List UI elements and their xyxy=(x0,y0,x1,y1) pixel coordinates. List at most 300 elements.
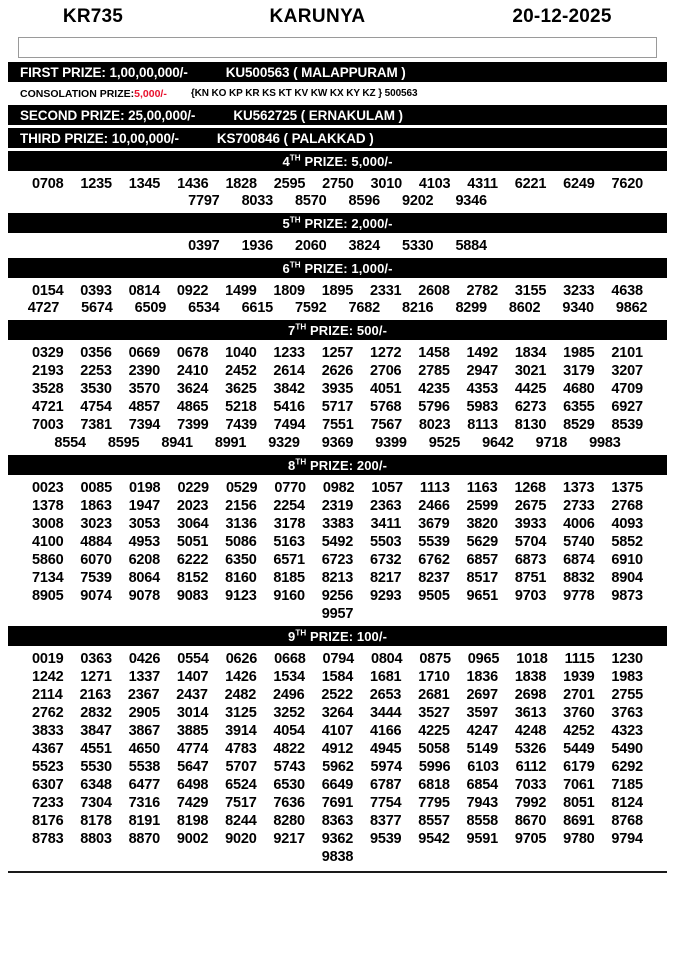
lottery-number: 4103 xyxy=(418,176,451,192)
lottery-number: 1337 xyxy=(128,669,161,685)
lottery-number: 1836 xyxy=(466,669,498,685)
lottery-number: 0393 xyxy=(80,283,112,299)
prize-header-9 xyxy=(8,626,667,646)
lottery-number: 9020 xyxy=(225,831,257,847)
ordinal-suffix: TH xyxy=(295,628,307,638)
lottery-number: 8602 xyxy=(508,300,541,316)
lottery-number: 9160 xyxy=(273,588,305,604)
lottery-number: 1345 xyxy=(128,176,161,192)
number-row xyxy=(8,516,667,532)
number-row xyxy=(8,399,667,415)
prize-numbers-9 xyxy=(8,649,667,865)
lottery-number: 3383 xyxy=(322,516,354,532)
lottery-number: 4235 xyxy=(418,381,450,397)
lottery-number: 8130 xyxy=(514,417,547,433)
lottery-number: 2114 xyxy=(32,687,63,703)
lottery-number: 0356 xyxy=(80,345,112,361)
lottery-number: 2599 xyxy=(466,498,498,514)
lottery-number: 2782 xyxy=(466,283,498,299)
lottery-number: 8160 xyxy=(225,570,257,586)
lottery-number: 3570 xyxy=(128,381,161,397)
lottery-number: 0229 xyxy=(177,480,209,496)
prize-header-6 xyxy=(8,258,667,278)
prize-header-5 xyxy=(8,213,667,233)
lottery-number: 3264 xyxy=(321,705,354,721)
prize-sections xyxy=(0,151,675,865)
lottery-number: 8517 xyxy=(466,570,498,586)
lottery-number: 1271 xyxy=(80,669,112,685)
lottery-number: 8237 xyxy=(418,570,450,586)
first-prize-row xyxy=(8,62,667,82)
lottery-number: 3136 xyxy=(225,516,257,532)
lottery-number: 1436 xyxy=(177,176,209,192)
lottery-number: 1499 xyxy=(225,283,257,299)
lottery-number: 3125 xyxy=(225,705,257,721)
lottery-number: 7394 xyxy=(128,417,161,433)
lottery-number: 3233 xyxy=(563,283,595,299)
lottery-number: 8280 xyxy=(273,813,305,829)
lottery-number: 3155 xyxy=(514,283,547,299)
number-row xyxy=(8,669,667,685)
lottery-number: 7517 xyxy=(225,795,257,811)
lottery-number: 7797 xyxy=(188,193,220,209)
number-row xyxy=(8,570,667,586)
consolation-prize-amount: 5,000/- xyxy=(134,87,167,100)
lottery-number: 5416 xyxy=(273,399,305,415)
lottery-number: 7134 xyxy=(32,570,64,586)
lottery-number: 1492 xyxy=(466,345,498,361)
consolation-prize-series: {KN KO KP KR KS KT KV KW KX KY KZ } 500563 xyxy=(190,88,418,99)
lottery-number: 9705 xyxy=(514,831,547,847)
lottery-number: 5707 xyxy=(225,759,257,775)
second-prize-label: SECOND PRIZE: 25,00,000/- xyxy=(20,107,196,123)
lottery-number: 5996 xyxy=(418,759,451,775)
lottery-number: 3624 xyxy=(176,381,209,397)
lottery-number: 2626 xyxy=(321,363,354,379)
lottery-number: 9123 xyxy=(225,588,257,604)
lottery-number: 6571 xyxy=(273,552,305,568)
lottery-number: 9539 xyxy=(369,831,402,847)
lottery-number: 5058 xyxy=(418,741,450,757)
lottery-number: 8152 xyxy=(176,570,209,586)
number-row xyxy=(8,381,667,397)
lottery-number: 9074 xyxy=(80,588,112,604)
lottery-number: 6273 xyxy=(514,399,547,415)
lottery-number: 6854 xyxy=(466,777,498,793)
lottery-number: 0814 xyxy=(128,283,161,299)
lottery-number: 7754 xyxy=(369,795,402,811)
lottery-number: 1040 xyxy=(225,345,257,361)
lottery-number: 2367 xyxy=(127,687,160,703)
lottery-number: 4865 xyxy=(176,399,209,415)
lottery-number: 2755 xyxy=(611,687,643,703)
lottery-number: 4650 xyxy=(128,741,161,757)
lottery-number: 0397 xyxy=(188,238,220,254)
number-row xyxy=(8,705,667,721)
lottery-number: 6649 xyxy=(321,777,354,793)
lottery-number: 8554 xyxy=(54,435,86,451)
lottery-number: 7304 xyxy=(80,795,112,811)
lottery-number: 8064 xyxy=(128,570,161,586)
lottery-number: 6534 xyxy=(188,300,220,316)
lottery-number: 5330 xyxy=(401,238,434,254)
lottery-number: 2832 xyxy=(80,705,112,721)
lottery-number: 5983 xyxy=(466,399,498,415)
lottery-number: 8832 xyxy=(563,570,595,586)
lottery-number: 5490 xyxy=(611,741,643,757)
lottery-number: 3021 xyxy=(514,363,547,379)
lottery-number: 4754 xyxy=(80,399,112,415)
lottery-number: 8870 xyxy=(128,831,161,847)
lottery-number: 2060 xyxy=(295,238,327,254)
lottery-number: 7061 xyxy=(563,777,595,793)
prize-header-label: 6TH PRIZE: 1,000/- xyxy=(282,260,393,276)
lottery-number: 8198 xyxy=(176,813,209,829)
lottery-number: 8529 xyxy=(563,417,595,433)
lottery-number: 0669 xyxy=(128,345,161,361)
third-prize-row xyxy=(8,128,667,148)
lottery-number: 1113 xyxy=(419,480,450,496)
lottery-number: 2768 xyxy=(611,498,643,514)
lottery-number: 4311 xyxy=(467,176,498,192)
lottery-number: 9542 xyxy=(418,831,450,847)
lottery-number: 8783 xyxy=(32,831,64,847)
lottery-number: 3528 xyxy=(32,381,64,397)
lottery-number: 5740 xyxy=(563,534,595,550)
lottery-number: 3053 xyxy=(128,516,161,532)
lottery-number: 4425 xyxy=(514,381,547,397)
lottery-number: 8113 xyxy=(467,417,498,433)
lottery-number: 1947 xyxy=(128,498,161,514)
lottery-number: 9642 xyxy=(482,435,514,451)
lottery-number: 9505 xyxy=(418,588,450,604)
lottery-number: 3010 xyxy=(370,176,402,192)
lottery-number: 6348 xyxy=(80,777,112,793)
lottery-number: 5629 xyxy=(466,534,498,550)
lottery-number: 9369 xyxy=(321,435,354,451)
lottery-number: 5884 xyxy=(455,238,487,254)
lottery-number: 6222 xyxy=(176,552,209,568)
lottery-number: 7682 xyxy=(348,300,380,316)
lottery-number: 2363 xyxy=(369,498,402,514)
lottery-number: 8557 xyxy=(418,813,450,829)
lottery-number: 5530 xyxy=(80,759,112,775)
lottery-number: 8595 xyxy=(107,435,140,451)
lottery-number: 3914 xyxy=(225,723,257,739)
consolation-prize-label: CONSOLATION PRIZE: xyxy=(20,87,135,100)
lottery-number: 7592 xyxy=(295,300,327,316)
lottery-number: 3847 xyxy=(80,723,112,739)
blank-strip xyxy=(18,37,657,58)
lottery-number: 8051 xyxy=(563,795,595,811)
lottery-number: 7233 xyxy=(32,795,64,811)
number-row xyxy=(8,723,667,739)
lottery-number: 4912 xyxy=(321,741,354,757)
ordinal-suffix: TH xyxy=(289,153,301,163)
lottery-number: 5149 xyxy=(466,741,498,757)
lottery-number: 7551 xyxy=(322,417,354,433)
lottery-number: 2595 xyxy=(273,176,306,192)
lottery-number: 6910 xyxy=(611,552,643,568)
lottery-number: 2947 xyxy=(466,363,498,379)
prize-header-4 xyxy=(8,151,667,171)
number-row xyxy=(8,552,667,568)
lottery-number: 2193 xyxy=(32,363,64,379)
lottery-number: 4100 xyxy=(32,534,64,550)
lottery-number: 0668 xyxy=(274,651,306,667)
lottery-number: 9525 xyxy=(428,435,461,451)
lottery-number: 2452 xyxy=(225,363,257,379)
lottery-number: 7494 xyxy=(273,417,306,433)
lottery-number: 6477 xyxy=(128,777,161,793)
lottery-number: 4166 xyxy=(369,723,402,739)
lottery-number: 6070 xyxy=(80,552,112,568)
lottery-number: 4857 xyxy=(128,399,161,415)
prize-header-7 xyxy=(8,320,667,340)
lottery-number: 6498 xyxy=(176,777,209,793)
lottery-number: 6818 xyxy=(418,777,450,793)
lottery-number: 1584 xyxy=(321,669,354,685)
lottery-number: 0329 xyxy=(32,345,64,361)
lottery-number: 3411 xyxy=(370,516,402,532)
lottery-number: 7185 xyxy=(611,777,643,793)
lottery-number: 7003 xyxy=(32,417,64,433)
lottery-number: 2697 xyxy=(466,687,498,703)
lottery-number: 1230 xyxy=(611,651,643,667)
lottery-number: 4680 xyxy=(563,381,595,397)
lottery-number: 8570 xyxy=(295,193,327,209)
lottery-number: 4323 xyxy=(611,723,643,739)
lottery-number: 9362 xyxy=(321,831,354,847)
lottery-number: 4822 xyxy=(273,741,305,757)
lottery-number: 5852 xyxy=(611,534,643,550)
ordinal-suffix: TH xyxy=(289,215,301,225)
lottery-number: 2750 xyxy=(322,176,354,192)
lottery-number: 0363 xyxy=(80,651,112,667)
lottery-number: 9217 xyxy=(273,831,305,847)
lottery-number: 0922 xyxy=(176,283,209,299)
lottery-number: 9340 xyxy=(562,300,594,316)
lottery-number: 0426 xyxy=(128,651,161,667)
lottery-number: 1057 xyxy=(371,480,403,496)
lottery-number: 6732 xyxy=(369,552,402,568)
lottery-number: 9083 xyxy=(176,588,209,604)
lottery-number: 3179 xyxy=(563,363,595,379)
lottery-number: 3064 xyxy=(177,516,209,532)
prize-numbers-7 xyxy=(8,343,667,451)
lottery-number: 1407 xyxy=(176,669,209,685)
lottery-number: 1378 xyxy=(32,498,64,514)
lottery-number: 2614 xyxy=(273,363,305,379)
prize-header-label: 4TH PRIZE: 5,000/- xyxy=(282,153,393,169)
lottery-number: 3597 xyxy=(466,705,498,721)
lottery-number: 0626 xyxy=(225,651,258,667)
lottery-number: 1373 xyxy=(562,480,595,496)
lottery-number: 4353 xyxy=(466,381,498,397)
number-row xyxy=(8,498,667,514)
lottery-number: 0554 xyxy=(177,651,209,667)
lottery-number: 3824 xyxy=(348,238,380,254)
lottery-number: 3530 xyxy=(80,381,112,397)
lottery-number: 1985 xyxy=(563,345,595,361)
lottery-number: 8596 xyxy=(348,193,380,209)
lottery-number: 8023 xyxy=(418,417,451,433)
lottery-number: 0794 xyxy=(322,651,354,667)
number-row xyxy=(8,777,667,793)
lottery-number: 6857 xyxy=(466,552,498,568)
lottery-number: 3008 xyxy=(32,516,64,532)
lottery-number: 1828 xyxy=(225,176,257,192)
lottery-number: 2762 xyxy=(32,705,64,721)
prize-header-label: 8TH PRIZE: 200/- xyxy=(287,457,388,473)
third-prize-ticket: KS700846 ( PALAKKAD ) xyxy=(216,130,374,146)
lottery-number: 1710 xyxy=(418,669,450,685)
number-row xyxy=(8,480,667,496)
number-row xyxy=(8,193,667,209)
lottery-number: 8178 xyxy=(80,813,112,829)
lottery-number: 4783 xyxy=(225,741,257,757)
lottery-number: 0804 xyxy=(370,651,403,667)
lottery-number: 5326 xyxy=(514,741,547,757)
lottery-number: 5860 xyxy=(32,552,64,568)
lottery-number: 3527 xyxy=(418,705,450,721)
lottery-number: 3613 xyxy=(514,705,547,721)
prize-header-label: 5TH PRIZE: 2,000/- xyxy=(282,215,393,231)
lottery-number: 2482 xyxy=(224,687,257,703)
lottery-number: 9002 xyxy=(176,831,209,847)
lottery-number: 1426 xyxy=(225,669,257,685)
lottery-number: 4953 xyxy=(128,534,161,550)
lottery-number: 7539 xyxy=(80,570,112,586)
number-row xyxy=(8,363,667,379)
lottery-number: 0965 xyxy=(467,651,500,667)
lottery-number: 9256 xyxy=(321,588,354,604)
lottery-number: 2466 xyxy=(418,498,450,514)
lottery-number: 4367 xyxy=(32,741,64,757)
lottery-number: 4051 xyxy=(369,381,402,397)
lottery-number: 9329 xyxy=(268,435,300,451)
first-prize-ticket: KU500563 ( MALAPPURAM ) xyxy=(225,64,406,80)
header-row xyxy=(0,0,675,34)
lottery-number: 3867 xyxy=(128,723,161,739)
draw-code: KR735 xyxy=(62,6,124,27)
lottery-number: 5163 xyxy=(273,534,305,550)
lottery-number: 8904 xyxy=(611,570,643,586)
lottery-number: 2706 xyxy=(369,363,402,379)
lottery-number: 3933 xyxy=(514,516,547,532)
lottery-number: 1235 xyxy=(80,176,112,192)
lottery-number: 3178 xyxy=(273,516,306,532)
lottery-number: 9983 xyxy=(589,435,621,451)
lottery-number: 2254 xyxy=(273,498,305,514)
lottery-number: 8751 xyxy=(514,570,547,586)
lottery-number: 6615 xyxy=(241,300,274,316)
lottery-number: 6208 xyxy=(128,552,161,568)
lottery-number: 2437 xyxy=(176,687,208,703)
lottery-number: 6103 xyxy=(467,759,499,775)
lottery-number: 4248 xyxy=(514,723,547,739)
number-row xyxy=(8,813,667,829)
lottery-number: 7429 xyxy=(176,795,209,811)
lottery-number: 4638 xyxy=(611,283,643,299)
lottery-number: 9703 xyxy=(514,588,547,604)
lottery-number: 1834 xyxy=(514,345,547,361)
lottery-number: 5768 xyxy=(369,399,402,415)
lottery-number: 0085 xyxy=(80,480,112,496)
lottery-number: 0154 xyxy=(32,283,64,299)
lottery-number: 3760 xyxy=(563,705,595,721)
number-row xyxy=(8,345,667,361)
lottery-number: 6292 xyxy=(611,759,643,775)
lottery-number: 9718 xyxy=(535,435,568,451)
lottery-number: 3935 xyxy=(321,381,354,397)
prize-header-8 xyxy=(8,455,667,475)
lottery-number: 7691 xyxy=(321,795,354,811)
ordinal-suffix: TH xyxy=(295,322,307,332)
lottery-number: 1375 xyxy=(611,480,643,496)
lottery-number: 3820 xyxy=(466,516,498,532)
lottery-number: 8244 xyxy=(225,813,257,829)
number-row xyxy=(8,176,667,192)
lottery-number: 2608 xyxy=(418,283,450,299)
lottery-number: 9862 xyxy=(615,300,648,316)
lottery-number: 5539 xyxy=(418,534,450,550)
lottery-number: 1242 xyxy=(32,669,64,685)
prize-numbers-4 xyxy=(8,174,667,209)
ordinal-suffix: TH xyxy=(289,260,301,270)
first-prize-label: FIRST PRIZE: 1,00,00,000/- xyxy=(20,64,188,80)
lottery-number: 3842 xyxy=(273,381,305,397)
lottery-number: 4247 xyxy=(466,723,498,739)
lottery-number: 7316 xyxy=(128,795,161,811)
lottery-number: 3023 xyxy=(80,516,112,532)
lottery-number: 9651 xyxy=(466,588,498,604)
lottery-number: 5449 xyxy=(563,741,595,757)
lottery-number: 7636 xyxy=(273,795,305,811)
lottery-number: 8299 xyxy=(455,300,487,316)
lottery-number: 1268 xyxy=(514,480,546,496)
number-row xyxy=(8,651,667,667)
lottery-number: 1809 xyxy=(273,283,305,299)
lottery-number: 6787 xyxy=(369,777,402,793)
lottery-number: 9078 xyxy=(128,588,161,604)
lottery-number: 5674 xyxy=(81,300,113,316)
lottery-number: 7439 xyxy=(225,417,257,433)
lottery-number: 2023 xyxy=(176,498,209,514)
lottery-number: 3763 xyxy=(611,705,643,721)
number-row xyxy=(8,283,667,299)
lottery-number: 3679 xyxy=(418,516,450,532)
lottery-number: 8803 xyxy=(80,831,112,847)
third-prize-label: THIRD PRIZE: 10,00,000/- xyxy=(20,130,179,146)
lottery-number: 2331 xyxy=(369,283,402,299)
lottery-number: 6350 xyxy=(225,552,257,568)
lottery-number: 5717 xyxy=(321,399,354,415)
lottery-number: 9838 xyxy=(321,849,354,865)
lottery-number: 3252 xyxy=(273,705,305,721)
lottery-number: 2496 xyxy=(273,687,305,703)
lottery-number: 2156 xyxy=(225,498,257,514)
lottery-number: 1018 xyxy=(516,651,548,667)
number-row xyxy=(8,606,667,622)
lottery-number: 2681 xyxy=(418,687,450,703)
ordinal-suffix: TH xyxy=(295,457,307,467)
number-row xyxy=(8,741,667,757)
lottery-number: 4945 xyxy=(369,741,402,757)
lottery-number: 0875 xyxy=(419,651,451,667)
lottery-number: 2905 xyxy=(128,705,161,721)
lottery-number: 2410 xyxy=(176,363,209,379)
